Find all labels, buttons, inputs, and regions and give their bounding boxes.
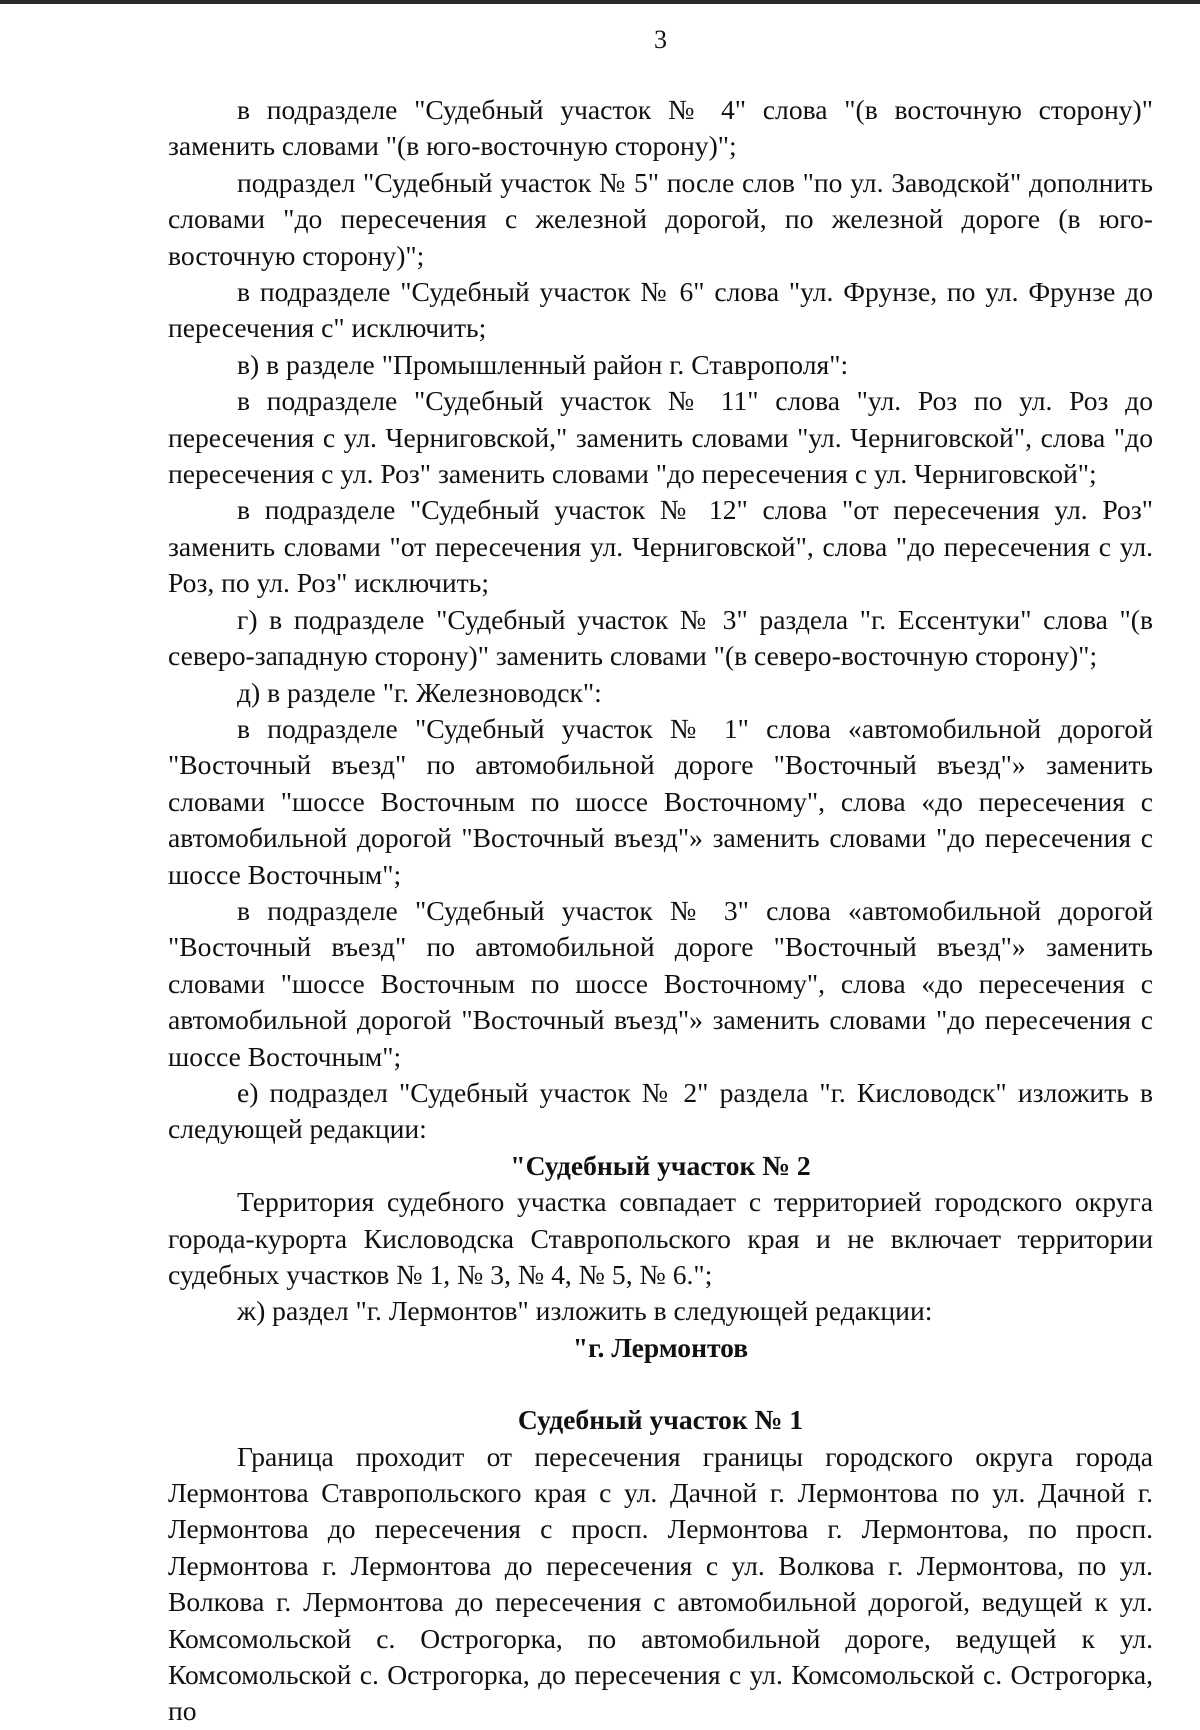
paragraph: в подразделе "Судебный участок № 11" слова "ул. Роз по ул. Роз до пересечения с ул. Черниговской," заменить словами "ул. Черниговской", слова "до пересечения с ул. Роз" заменить словами "до пересечения с ул. Черниговской";: [168, 385, 1153, 490]
section-heading: "г. Лермонтов: [572, 1331, 749, 1363]
paragraph: в подразделе "Судебный участок № 6" слова "ул. Фрунзе, по ул. Фрунзе до пересечения с" исключить;: [168, 276, 1153, 344]
paragraph: в подразделе "Судебный участок № 3" слова «автомобильной дорогой "Восточный въезд" по автомобильной дороге "Восточный въезд"» заменить словами "шоссе Восточным по шоссе Восточному", слова «до пересечения с автомобильной дорогой "Восточный въезд"» заменить словами "до пересечения с шоссе Восточным";: [168, 894, 1153, 1072]
paragraph: ж) раздел "г. Лермонтов" изложить в следующей редакции:: [237, 1295, 933, 1327]
document-body: [168, 92, 1153, 1730]
paragraph: в подразделе "Судебный участок № 1" слова «автомобильной дорогой "Восточный въезд" по автомобильной дороге "Восточный въезд"» заменить словами "шоссе Восточным по шоссе Восточному", слова «до пересечения с автомобильной дорогой "Восточный въезд"» заменить словами "до пересечения с шоссе Восточным";: [168, 712, 1153, 890]
paragraph: в) в разделе "Промышленный район г. Ставрополя":: [237, 348, 849, 380]
blank-line: [168, 1366, 1153, 1402]
section-heading: "Судебный участок № 2: [510, 1149, 811, 1181]
paragraph: Граница проходит от пересечения границы городского округа города Лермонтова Ставропольского края с ул. Дачной г. Лермонтова по ул. Дачной г. Лермонтова до пересечения с просп. Лермонтова г. Лермонтова, по просп. Лермонтова г. Лермонтова до пересечения с ул. Волкова г. Лермонтова, по ул. Волкова г. Лермонтова до пересечения с автомобильной дорогой, ведущей к ул. Комсомольской с. Острогорка, по автомобильной дороге, ведущей к ул. Комсомольской с. Острогорка, до пересечения с ул. Комсомольской с. Острогорка, по: [168, 1440, 1153, 1727]
paragraph: Территория судебного участка совпадает с территорией городского округа города-курорта Кисловодска Ставропольского края и не включает территории судебных участков № 1, № 3, № 4, № 5, № 6.";: [168, 1186, 1153, 1290]
paragraph: д) в разделе "г. Железноводск":: [237, 676, 602, 708]
page-number: 3: [654, 25, 667, 54]
paragraph: подраздел "Судебный участок № 5" после слов "по ул. Заводской" дополнить словами "до пересечения с железной дорогой, по железной дороге (в юго-восточную сторону)";: [168, 166, 1153, 271]
paragraph: г) в подразделе "Судебный участок № 3" раздела "г. Ессентуки" слова "(в северо-западную сторону)" заменить словами "(в северо-восточную сторону)";: [168, 603, 1153, 672]
paragraph: в подразделе "Судебный участок № 12" слова "от пересечения ул. Роз" заменить словами "от пересечения ул. Черниговской", слова "до пересечения с ул. Роз, по ул. Роз" исключить;: [168, 494, 1153, 599]
paragraph: в подразделе "Судебный участок № 4" слова "(в восточную сторону)" заменить словами "(в юго-восточную сторону)";: [168, 94, 1153, 162]
paragraph: е) подраздел "Судебный участок № 2" раздела "г. Кисловодск" изложить в следующей редакции:: [168, 1076, 1153, 1145]
section-heading: Судебный участок № 1: [517, 1404, 804, 1436]
page-top-border: [0, 0, 1200, 4]
